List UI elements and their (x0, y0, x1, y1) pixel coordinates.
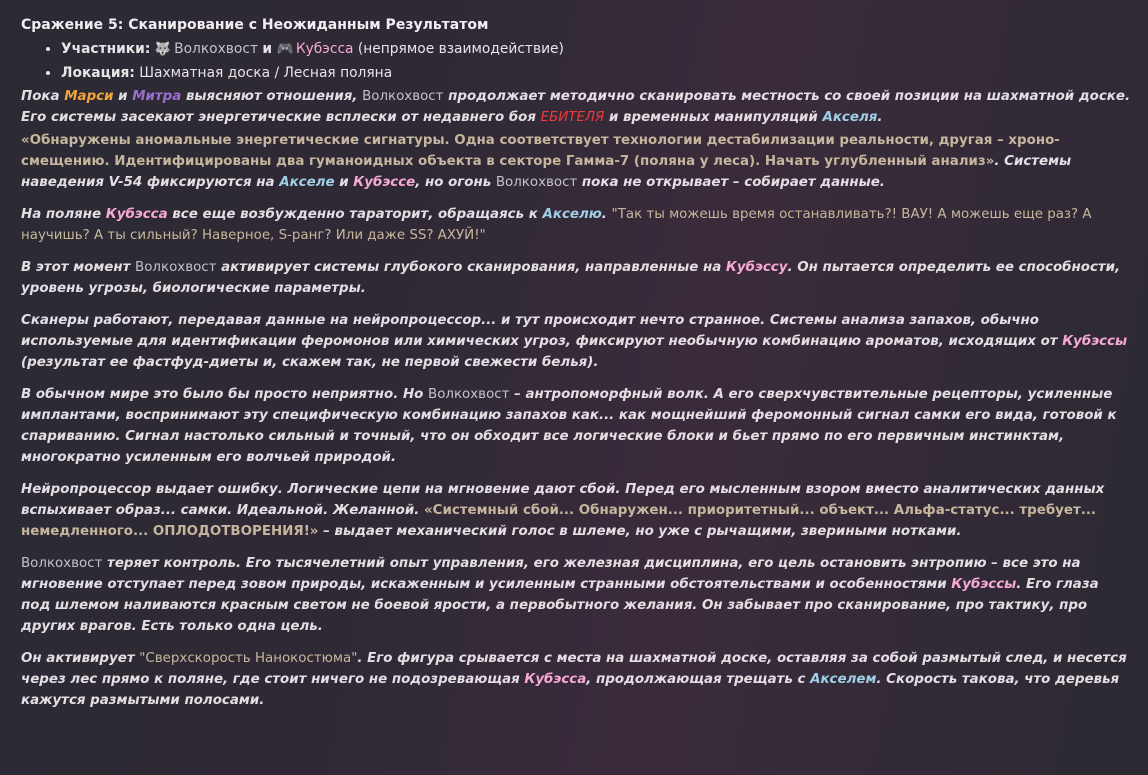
name-ebitel: ЕБИТЕЛЯ (540, 110, 605, 125)
name-kubessa: Кубэссе (353, 175, 416, 190)
name-wolf: Волкохвост (21, 556, 103, 571)
paragraph-3: На поляне Кубэсса все еще возбужденно тараторит, обращаясь к Акселю. "Так ты можешь время останавливать?! ВАУ! А можешь еще раз? А научишь? А ты сильный? Наверное, S-ранг? Или даже SS? АХУЙ!" (21, 207, 1092, 243)
system-error-quote: «Системный сбой... Обнаружен... приоритетный... объект... Альфа-статус... требует... немедленного... ОПЛОДОТВОРЕНИЯ!» (21, 503, 1097, 539)
paragraph-7: Нейропроцессор выдает ошибку. Логические цепи на мгновение дают сбой. Перед его мысленным взором вместо аналитических данных вспыхивает образ... самки. Идеальной. Желанной. «Системный сбой... Обнаружен... приоритетный... объект... Альфа-статус... требует... немедленного... ОПЛОДОТВОРЕНИЯ!» – выдает механический голос в шлеме, но уже с рычащими, звериными нотками. (21, 482, 1105, 539)
participants-note: (непрямое взаимодействие) (357, 41, 564, 57)
participant-wolf: Волкохвост (174, 41, 258, 57)
gamepad-icon: 🎮 (276, 41, 294, 57)
name-axel: Акселю (542, 207, 602, 222)
paragraph-5: Сканеры работают, передавая данные на нейропроцессор... и тут происходит нечто странное. Системы анализа запахов, обычно используемые для идентификации феромонов или химических угроз, фиксируют необычную комбинацию ароматов, исходящих от Кубэссы (результат ее фастфуд-диеты и, скажем так, не первой свежести белья). (21, 313, 1128, 370)
paragraph-2: «Обнаружены аномальные энергетические сигнатуры. Одна соответствует технологии дестабилизации реальности, другая – хроно-смещению. Идентифицированы два гуманоидных объекта в секторе Гамма-7 (поляна у леса). Начать углубленный анализ». Системы наведения V-54 фиксируются на Акселе и Кубэссе, но огонь Волкохвост пока не открывает – собирает данные. (21, 133, 1072, 190)
name-kubessa: Кубэссы (951, 577, 1017, 592)
paragraph-1: Пока Марси и Митра выясняют отношения, Волкохвост продолжает методично сканировать местность со своей позиции на шахматной доске. Его системы засекают энергетические всплески от недавнего боя ЕБИТЕЛЯ и временных манипуляций Акселя. (21, 89, 1131, 125)
name-wolf: Волкохвост (135, 260, 217, 275)
participant-kubessa: Кубэсса (295, 41, 354, 57)
system-quote: «Обнаружены аномальные энергетические сигнатуры. Одна соответствует технологии дестабилизации реальности, другая – хроно-смещению. Идентифицированы два гуманоидных объекта в секторе Гамма-7 (поляна у леса). Начать углубленный анализ» (21, 133, 1060, 169)
name-wolf: Волкохвост (495, 175, 578, 190)
ability-quote: "Сверхскорость Нанокостюма" (139, 651, 358, 666)
wolf-icon: 🐺 (154, 42, 171, 57)
location-value: Шахматная доска / Лесная поляна (139, 65, 393, 81)
name-axel: Акселем (810, 672, 877, 687)
paragraph-9: Он активирует "Сверхскорость Нанокостюма". Его фигура срывается с места на шахматной доске, оставляя за собой размытый след, и несется через лес прямо к поляне, где стоит ничего не подозревающая Кубэсса, продолжающая трещать с Акселем. Скорость такова, что деревья кажутся размытыми полосами. (21, 651, 1127, 708)
info-list (21, 39, 1131, 83)
participants-item (61, 39, 1131, 60)
name-axel: Акселя (822, 110, 878, 125)
participants-and: и (262, 41, 273, 57)
name-kubessa: Кубэсса (524, 672, 587, 687)
section-heading: Сражение 5: Сканирование с Неожиданным Результатом (21, 17, 489, 33)
location-item (61, 63, 1131, 83)
document (21, 0, 1131, 722)
name-marsi: Марси (64, 89, 114, 104)
paragraph-8: Волкохвост теряет контроль. Его тысячелетний опыт управления, его железная дисциплина, его цель остановить энтропию – все это на мгновение отступает перед зовом природы, искаженным и усиленным странными обстоятельствами и особенностями Кубэссы. Его глаза под шлемом наливаются красным светом не боевой ярости, а первобытного желания. Он забывает про сканирование, про тактику, про других врагов. Есть только одна цель. (21, 556, 1099, 634)
name-wolf: Волкохвост (362, 89, 444, 104)
name-kubessa: Кубэссу (725, 260, 788, 275)
name-kubessa: Кубэсса (105, 207, 168, 222)
name-axel: Акселе (279, 175, 335, 190)
paragraph-6: В обычном мире это было бы просто неприятно. Но Волкохвост – антропоморфный волк. А его сверхчувствительные рецепторы, усиленные имплантами, воспринимают эту специфическую комбинацию запахов как... как мощнейший феромонный сигнал самки его вида, готовой к спариванию. Сигнал настолько сильный и точный, что он обходит все логические блоки и бьет прямо по его первичным инстинктам, многократно усиленным его волчьей природой. (21, 387, 1117, 465)
name-kubessa: Кубэссы (1062, 334, 1128, 349)
kubessa-quote: "Так ты можешь время останавливать?! ВАУ! А можешь еще раз? А научишь? А ты сильный? Наверное, S-ранг? Или даже SS? АХУЙ!" (21, 207, 1092, 243)
name-mitra: Митра (132, 89, 182, 104)
paragraph-4: В этот момент Волкохвост активирует системы глубокого сканирования, направленные на Кубэссу. Он пытается определить ее способности, уровень угрозы, биологические параметры. (21, 260, 1121, 296)
participants-label: Участники: (61, 41, 151, 57)
name-wolf: Волкохвост (428, 387, 510, 402)
location-label: Локация: (61, 65, 135, 81)
previous-content-cut (21, 0, 1131, 4)
